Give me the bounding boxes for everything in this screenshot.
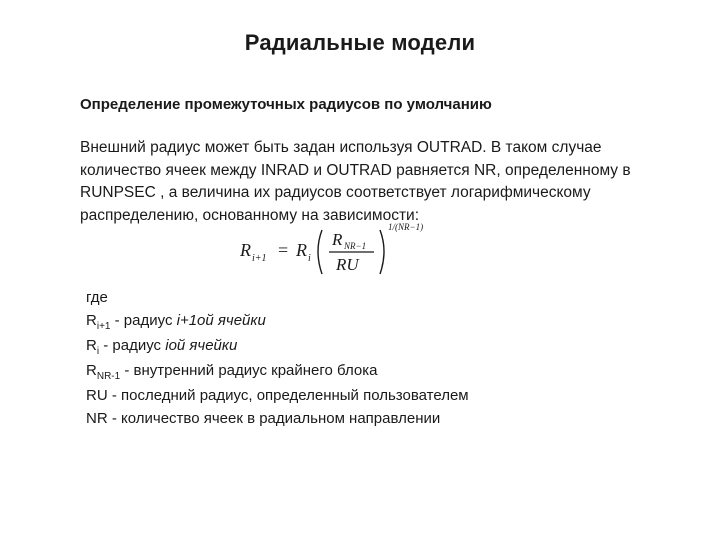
def-description: внутренний радиус крайнего блока <box>133 362 378 379</box>
formula-rhs-base: R <box>296 240 307 260</box>
def-dash: - радиус <box>99 337 166 354</box>
def-dash: - радиус <box>110 312 177 329</box>
formula-lhs-sub: i+1 <box>252 253 267 264</box>
definition-item <box>86 334 469 359</box>
def-symbol-sub: NR-1 <box>96 371 121 382</box>
def-description: iой ячейки <box>165 337 238 354</box>
def-symbol: NR <box>86 410 108 427</box>
paragraph-line: RUNPSEC , а величина их радиусов соответствует логарифмическому <box>80 184 591 201</box>
slide-subtitle: Определение промежуточных радиусов по умолчанию <box>80 96 492 113</box>
paragraph-line: Внешний радиус может быть задан используя OUTRAD. В таком случае <box>80 139 602 156</box>
formula-rhs-sub: i <box>308 253 311 264</box>
def-symbol: R <box>86 312 97 329</box>
definition-item <box>86 384 469 407</box>
def-description: количество ячеек в радиальном направлении <box>121 410 441 427</box>
formula-equals: = <box>278 240 289 260</box>
radius-formula <box>236 218 436 278</box>
paragraph-line: количество ячеек между INRAD и OUTRAD равняется NR, определенному в <box>80 161 631 179</box>
def-dash: - <box>120 362 134 379</box>
definition-item <box>86 309 469 334</box>
def-dash: - <box>107 410 122 427</box>
formula-exponent: 1/(NR−1) <box>388 222 424 232</box>
formula-numerator-sub: NR−1 <box>344 241 367 251</box>
formula-numerator-base: R <box>332 230 343 249</box>
formula-lhs-base: R <box>240 240 251 260</box>
def-symbol-sub: i <box>96 346 100 357</box>
def-symbol: R <box>86 362 97 379</box>
def-description: i+1ой ячейки <box>176 312 266 329</box>
right-paren <box>380 230 384 274</box>
description-paragraph <box>80 137 640 227</box>
def-symbol: R <box>86 337 97 354</box>
slide-title: Радиальные модели <box>244 30 476 55</box>
definitions-intro: где <box>86 289 108 306</box>
formula-denominator: RU <box>336 255 359 274</box>
def-description: последний радиус, определенный пользователем <box>121 387 469 404</box>
definition-item <box>86 407 469 430</box>
definition-item <box>86 359 469 384</box>
left-paren <box>318 230 322 274</box>
def-symbol-sub: i+1 <box>96 321 111 332</box>
definitions-list <box>86 286 469 430</box>
paragraph-line: распределению, основанному на зависимости: <box>80 206 420 224</box>
def-dash: - <box>107 387 122 404</box>
def-symbol: RU <box>86 387 108 404</box>
